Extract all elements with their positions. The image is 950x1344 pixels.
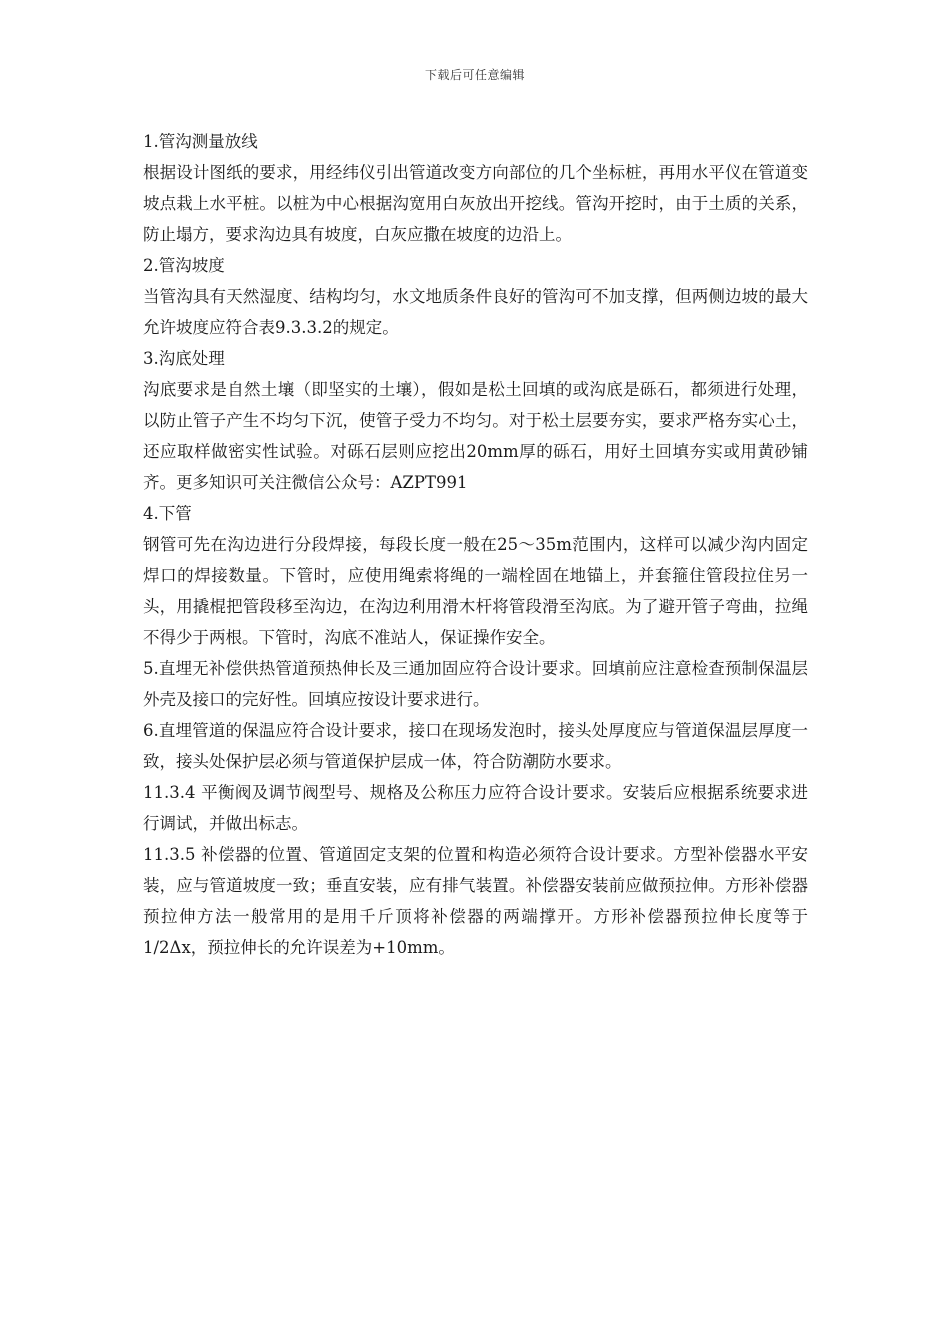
paragraph-item-6: 6.直埋管道的保温应符合设计要求，接口在现场发泡时，接头处厚度应与管道保温层厚度一致，接头处保护层必须与管道保护层成一体，符合防潮防水要求。 [143, 721, 808, 771]
paragraph-trench-bottom: 沟底要求是自然土壤（即坚实的土壤），假如是松土回填的或沟底是砾石，都须进行处理，以防止管子产生不均匀下沉，使管子受力不均匀。对于松土层要夯实，要求严格夯实心土，还应取样做密实性试验。对砾石层则应挖出20mm厚的砾石，用好土回填夯实或用黄砂铺齐。更多知识可关注微信公众号：AZPT991 [143, 380, 808, 492]
paragraph-item-5: 5.直埋无补偿供热管道预热伸长及三通加固应符合设计要求。回填前应注意检查预制保温层外壳及接口的完好性。回填应按设计要求进行。 [143, 659, 808, 709]
section-heading-lowering-pipe: 4.下管 [143, 504, 192, 523]
paragraph-clause-11-3-5: 11.3.5 补偿器的位置、管道固定支架的位置和构造必须符合设计要求。方型补偿器水平安装，应与管道坡度一致；垂直安装，应有排气装置。补偿器安装前应做预拉伸。方形补偿器预拉伸方法一般常用的是用千斤顶将补偿器的两端撑开。方形补偿器预拉伸长度等于1/2Δx，预拉伸长的允许误差为+10mm。 [143, 845, 808, 957]
page-header-note: 下载后可任意编辑 [424, 68, 525, 82]
section-heading-trench-slope: 2.管沟坡度 [143, 256, 225, 275]
section-heading-trench-survey: 1.管沟测量放线 [143, 132, 258, 151]
document-body [143, 126, 808, 963]
paragraph-clause-11-3-4: 11.3.4 平衡阀及调节阀型号、规格及公称压力应符合设计要求。安装后应根据系统要求进行调试，并做出标志。 [143, 783, 808, 833]
section-heading-trench-bottom: 3.沟底处理 [143, 349, 225, 368]
paragraph-trench-survey: 根据设计图纸的要求，用经纬仪引出管道改变方向部位的几个坐标桩，再用水平仪在管道变坡点栽上水平桩。以桩为中心根据沟宽用白灰放出开挖线。管沟开挖时，由于土质的关系，防止塌方，要求沟边具有坡度，白灰应撒在坡度的边沿上。 [143, 163, 808, 244]
paragraph-lowering-pipe: 钢管可先在沟边进行分段焊接，每段长度一般在25～35m范围内，这样可以减少沟内固定焊口的焊接数量。下管时，应使用绳索将绳的一端栓固在地锚上，并套箍住管段拉住另一头，用撬棍把管段移至沟边，在沟边利用滑木杆将管段滑至沟底。为了避开管子弯曲，拉绳不得少于两根。下管时，沟底不准站人，保证操作安全。 [143, 535, 808, 647]
paragraph-trench-slope: 当管沟具有天然湿度、结构均匀，水文地质条件良好的管沟可不加支撑，但两侧边坡的最大允许坡度应符合表9.3.3.2的规定。 [143, 287, 808, 337]
